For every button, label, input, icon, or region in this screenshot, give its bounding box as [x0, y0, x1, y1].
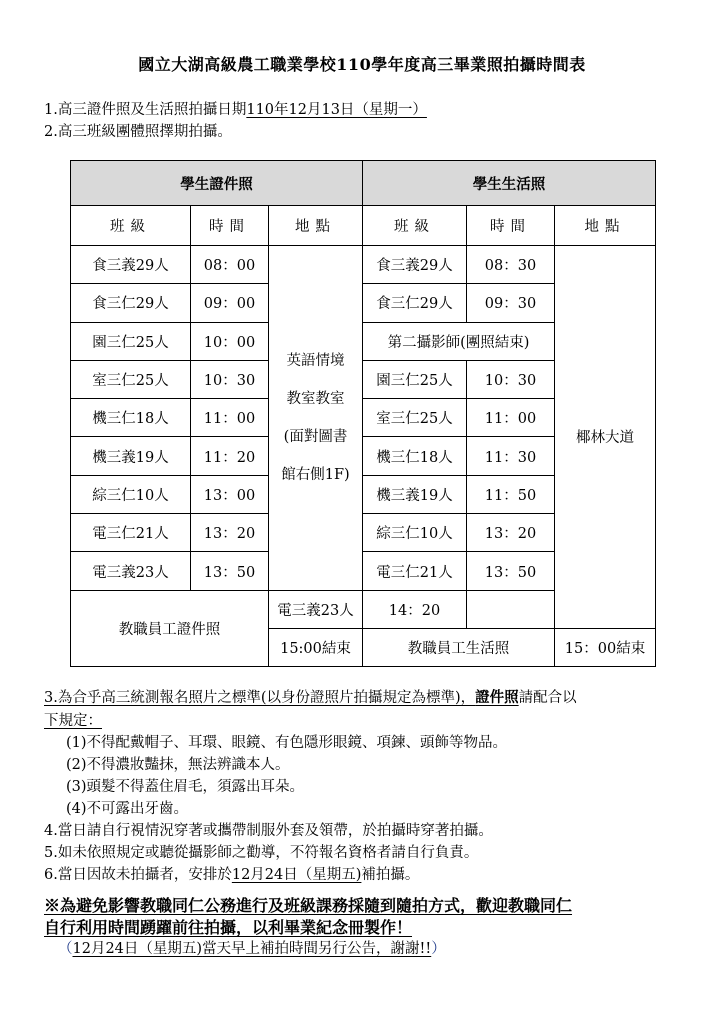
intro-line-1: [44, 98, 427, 119]
life-time-cell: 13：50: [467, 552, 555, 590]
col-header-class: 班級: [363, 206, 467, 246]
id-time-cell: 13：50: [191, 552, 269, 590]
id-class-cell: 電三義23人: [71, 552, 191, 590]
rule-3-continued: 下規定：: [44, 713, 102, 729]
staff-life-end-cell: 15：00結束: [555, 628, 656, 666]
id-time-cell: 09：00: [191, 284, 269, 322]
staff-id-end-cell: 15:00結束: [269, 628, 363, 666]
id-venue-line: 教室教室: [286, 390, 345, 407]
notice-date: 12月24日（星期五): [72, 941, 203, 957]
second-photographer-cell: 第二攝影師(團照結束): [363, 322, 555, 360]
shoot-date: 110年12月13日（星期一）: [246, 102, 427, 118]
id-time-cell: 10：30: [191, 360, 269, 398]
rule-3-tail: 請配合以: [518, 690, 577, 706]
life-photo-header: 學生生活照: [363, 161, 656, 206]
col-header-venue: 地點: [269, 206, 363, 246]
col-header-time: 時間: [191, 206, 269, 246]
rule-3-text: 3.為合乎高三統測報名照片之標準(以身份證照片拍攝規定為標準)，: [44, 690, 476, 706]
id-time-cell: 11：00: [191, 399, 269, 437]
id-time-cell: 08：00: [191, 246, 269, 284]
life-time-cell: 11：50: [467, 475, 555, 513]
notice-line-1: ※為避免影響教職同仁公務進行及班級課務採隨到隨拍方式，歡迎教職同仁: [44, 896, 573, 915]
rule-6-date: 12月24日（星期五): [231, 867, 362, 883]
rule-3: [44, 686, 577, 707]
life-class-cell: 食三義29人: [363, 246, 467, 284]
life-class-cell: 電三仁21人: [363, 552, 467, 590]
life-time-cell: 09：30: [467, 284, 555, 322]
life-venue-cell: 椰林大道: [555, 246, 656, 629]
id-venue-line: 館右側1F): [281, 466, 350, 483]
notice-line-3: [58, 937, 446, 958]
table-row: [71, 246, 656, 284]
life-time-cell: 14：20: [363, 590, 467, 628]
id-class-cell: 食三義29人: [71, 246, 191, 284]
rule-6: [44, 863, 419, 884]
rule-5: 5.如未依照規定或聽從攝影師之勸導，不符報名資格者請自行負責。: [44, 845, 479, 861]
page-title: 國立大湖高級農工職業學校110學年度高三畢業照拍攝時間表: [138, 55, 586, 74]
life-time-cell: 08：30: [467, 246, 555, 284]
col-header-time: 時間: [467, 206, 555, 246]
notice-close-paren: ）: [431, 941, 446, 957]
staff-id-photo-cell: 教職員工證件照: [71, 590, 269, 667]
id-photo-header: 學生證件照: [71, 161, 363, 206]
notice-open-paren: （: [58, 941, 73, 957]
rule-3-sub-2: (2)不得濃妝豔抹，無法辨識本人。: [66, 757, 290, 773]
life-time-cell: 11：00: [467, 399, 555, 437]
life-time-cell: 13：20: [467, 514, 555, 552]
life-class-cell: 園三仁25人: [363, 360, 467, 398]
intro-line-1-prefix: 1.高三證件照及生活照拍攝日期: [44, 102, 247, 118]
staff-life-photo-cell: 教職員工生活照: [363, 628, 555, 666]
rule-4: 4.當日請自行視情況穿著或攜帶制服外套及領帶，於拍攝時穿著拍攝。: [44, 823, 493, 839]
id-time-cell: 11：20: [191, 437, 269, 475]
id-class-cell: 機三仁18人: [71, 399, 191, 437]
rule-3-id-photo: 證件照: [475, 689, 519, 706]
schedule-table: [70, 160, 656, 667]
rule-3-sub-3: (3)頭髮不得蓋住眉毛，須露出耳朵。: [66, 779, 305, 795]
id-time-cell: 13：20: [191, 514, 269, 552]
id-class-cell: 園三仁25人: [71, 322, 191, 360]
col-header-venue: 地點: [555, 206, 656, 246]
id-class-cell: 室三仁25人: [71, 360, 191, 398]
id-class-cell: 綜三仁10人: [71, 475, 191, 513]
rule-6-suffix: 補拍攝。: [361, 867, 420, 883]
life-class-cell: 食三仁29人: [363, 284, 467, 322]
life-class-cell: 綜三仁10人: [363, 514, 467, 552]
id-class-cell: 食三仁29人: [71, 284, 191, 322]
col-header-class: 班級: [71, 206, 191, 246]
id-class-cell: 機三義19人: [71, 437, 191, 475]
life-class-cell: 機三仁18人: [363, 437, 467, 475]
life-class-cell: 機三義19人: [363, 475, 467, 513]
id-time-cell: 10：00: [191, 322, 269, 360]
id-class-cell: 電三仁21人: [71, 514, 191, 552]
life-class-cell: 室三仁25人: [363, 399, 467, 437]
id-time-cell: 13：00: [191, 475, 269, 513]
life-time-cell: 11：30: [467, 437, 555, 475]
intro-line-2: 2.高三班級團體照擇期拍攝。: [44, 124, 232, 140]
rule-3-sub-4: (4)不可露出牙齒。: [66, 801, 189, 817]
notice-text: 當天早上補拍時間另行公告，謝謝!!: [202, 941, 432, 957]
id-venue-line: (面對圖書: [283, 428, 348, 445]
life-class-cell: 電三義23人: [269, 590, 363, 628]
life-time-cell: 10：30: [467, 360, 555, 398]
rule-6-prefix: 6.當日因故未拍攝者，安排於: [44, 867, 232, 883]
notice-line-2: 自行利用時間踴躍前往拍攝，以利畢業紀念冊製作！: [44, 918, 413, 937]
id-venue-cell: [269, 246, 363, 591]
id-venue-line: 英語情境: [286, 352, 345, 369]
rule-3-sub-1: (1)不得配戴帽子、耳環、眼鏡、有色隱形眼鏡、項鍊、頭飾等物品。: [66, 735, 508, 751]
